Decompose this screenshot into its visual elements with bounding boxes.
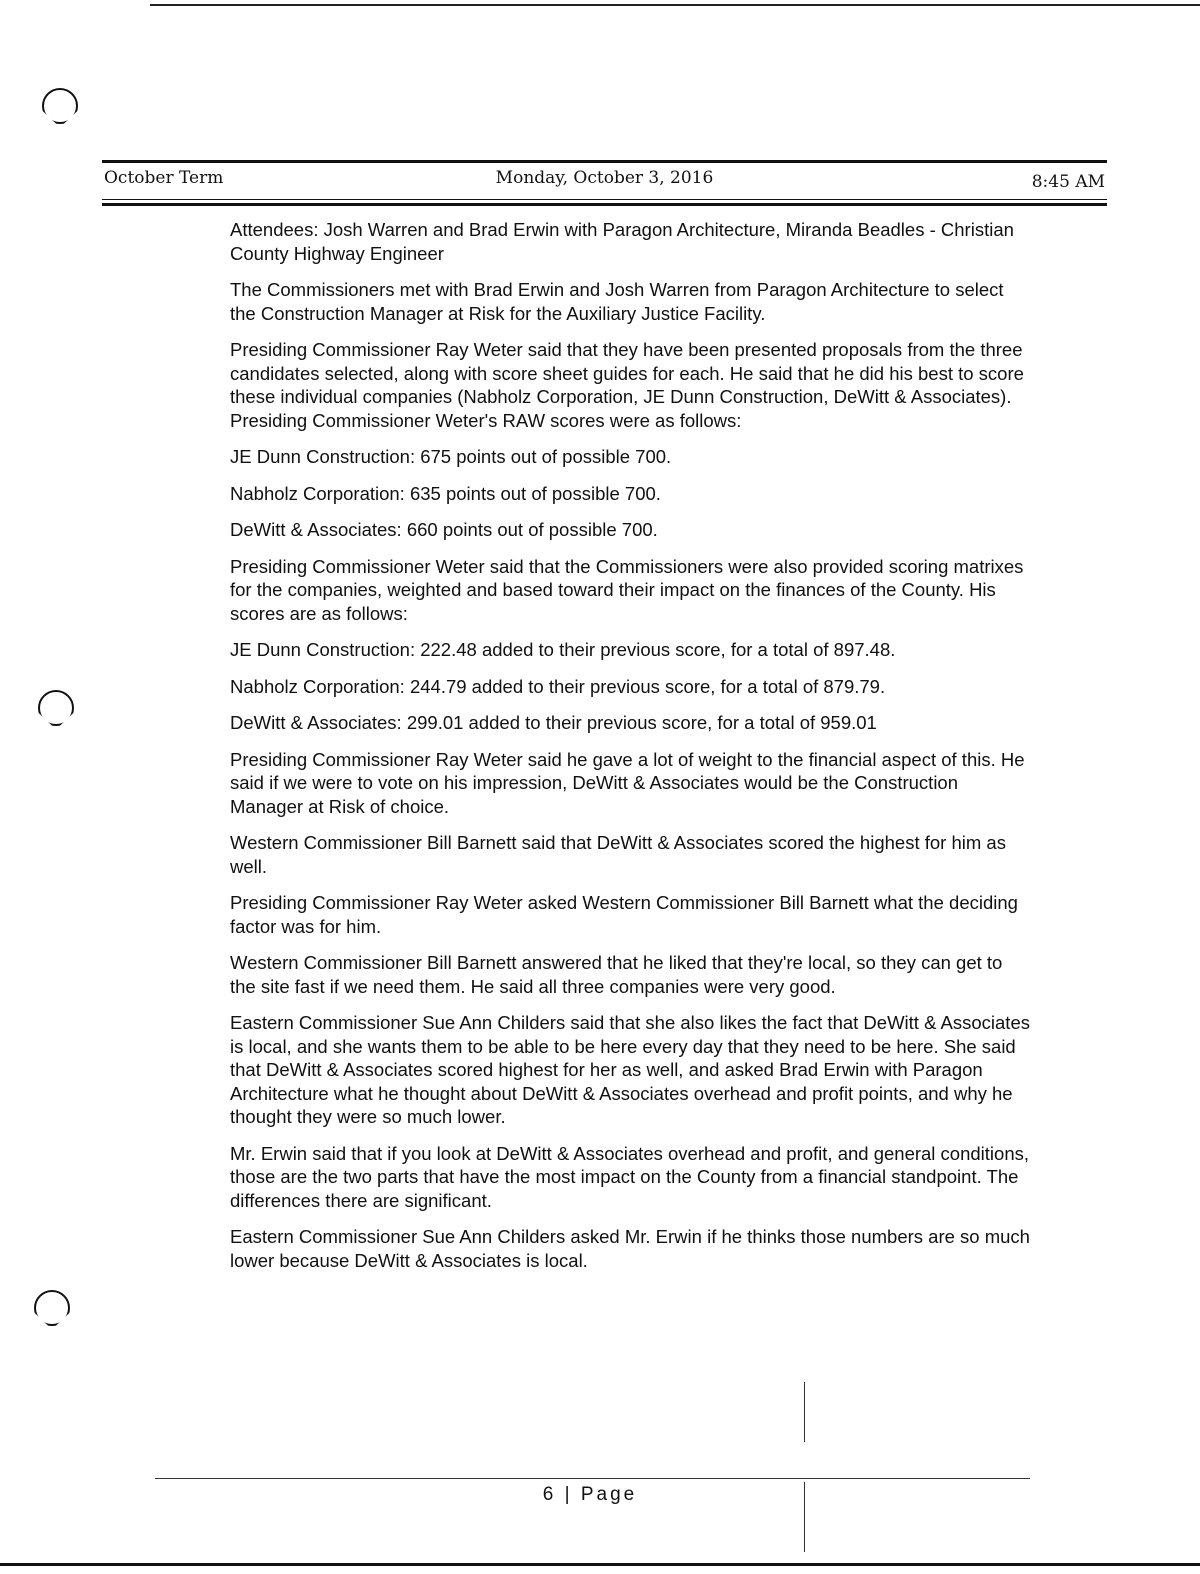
header-time: 8:45 AM (1031, 172, 1105, 192)
header-rule-thin (102, 199, 1107, 200)
weter-question-paragraph: Presiding Commissioner Ray Weter asked Western Commissioner Bill Barnett what the deciding factor was for him. (230, 892, 1018, 937)
meeting-purpose-paragraph: The Commissioners met with Brad Erwin and Josh Warren from Paragon Architecture to select the Construction Manager at Risk for the Auxiliary Justice Facility. (230, 279, 1004, 324)
attendees-paragraph: Attendees: Josh Warren and Brad Erwin with Paragon Architecture, Miranda Beadles - Christian County Highway Engineer (230, 219, 1014, 264)
punch-hole-top (42, 88, 78, 124)
barnett-answer-paragraph: Western Commissioner Bill Barnett answered that he liked that they're local, so they can get to the site fast if we need them. He said all three companies were very good. (230, 952, 1003, 997)
header-rule-top (102, 160, 1107, 163)
footer-rule (155, 1478, 1030, 1479)
weighted-score-je-dunn: JE Dunn Construction: 222.48 added to their previous score, for a total of 897.48. (230, 639, 896, 660)
page-header (102, 160, 1107, 206)
childers-local-paragraph: Eastern Commissioner Sue Ann Childers said that she also likes the fact that DeWitt & Associates is local, and she wants them to be able to be here every day that they need to be here. She said that DeWitt & Associates scored highest for her as well, and asked Brad Erwin with Paragon Architecture what he thought about DeWitt & Associates overhead and profit points, and why he thought they were so much lower. (230, 1012, 1030, 1127)
raw-score-je-dunn: JE Dunn Construction: 675 points out of possible 700. (230, 446, 672, 467)
weter-proposals-paragraph: Presiding Commissioner Ray Weter said that they have been presented proposals from the three candidates selected, along with score sheet guides for each. He said that he did his best to score these individual companies (Nabholz Corporation, JE Dunn Construction, DeWitt & Associates). Presiding Commissioner Weter's RAW scores were as follows: (230, 339, 1024, 431)
header-rule-bottom (102, 203, 1107, 206)
barnett-highest-paragraph: Western Commissioner Bill Barnett said that DeWitt & Associates scored the highest for him as well. (230, 832, 1006, 877)
header-term: October Term (104, 168, 224, 188)
raw-score-nabholz: Nabholz Corporation: 635 points out of possible 700. (230, 482, 661, 504)
raw-score-dewitt: DeWitt & Associates: 660 points out of possible 700. (230, 519, 658, 540)
weter-matrixes-paragraph: Presiding Commissioner Weter said that the Commissioners were also provided scoring matrixes for the companies, weighted and based toward their impact on the finances of the County. His scores are as follows: (230, 555, 1024, 624)
childers-question-paragraph: Eastern Commissioner Sue Ann Childers asked Mr. Erwin if he thinks those numbers are so much lower because DeWitt & Associates is local. (230, 1226, 1030, 1271)
minutes-body (230, 218, 1030, 1285)
scan-artifact-line (804, 1382, 805, 1442)
scan-edge-bottom (0, 1563, 1200, 1566)
erwin-overhead-paragraph: Mr. Erwin said that if you look at DeWitt & Associates overhead and profit, and general conditions, those are the two parts that have the most impact on the County from a financial standpoint. The differences there are significant. (230, 1142, 1030, 1211)
scan-edge-top (150, 4, 1200, 6)
page-number: 6 | Page (542, 1484, 638, 1505)
header-date: Monday, October 3, 2016 (495, 168, 714, 188)
weighted-score-nabholz: Nabholz Corporation: 244.79 added to their previous score, for a total of 879.79. (230, 675, 886, 697)
weter-financial-paragraph: Presiding Commissioner Ray Weter said he gave a lot of weight to the financial aspect of this. He said if we were to vote on his impression, DeWitt & Associates would be the Construction Manager at Risk of choice. (230, 748, 1025, 817)
punch-hole-bottom (34, 1290, 70, 1326)
punch-hole-middle (38, 690, 74, 726)
weighted-score-dewitt: DeWitt & Associates: 299.01 added to their previous score, for a total of 959.01 (230, 712, 877, 733)
